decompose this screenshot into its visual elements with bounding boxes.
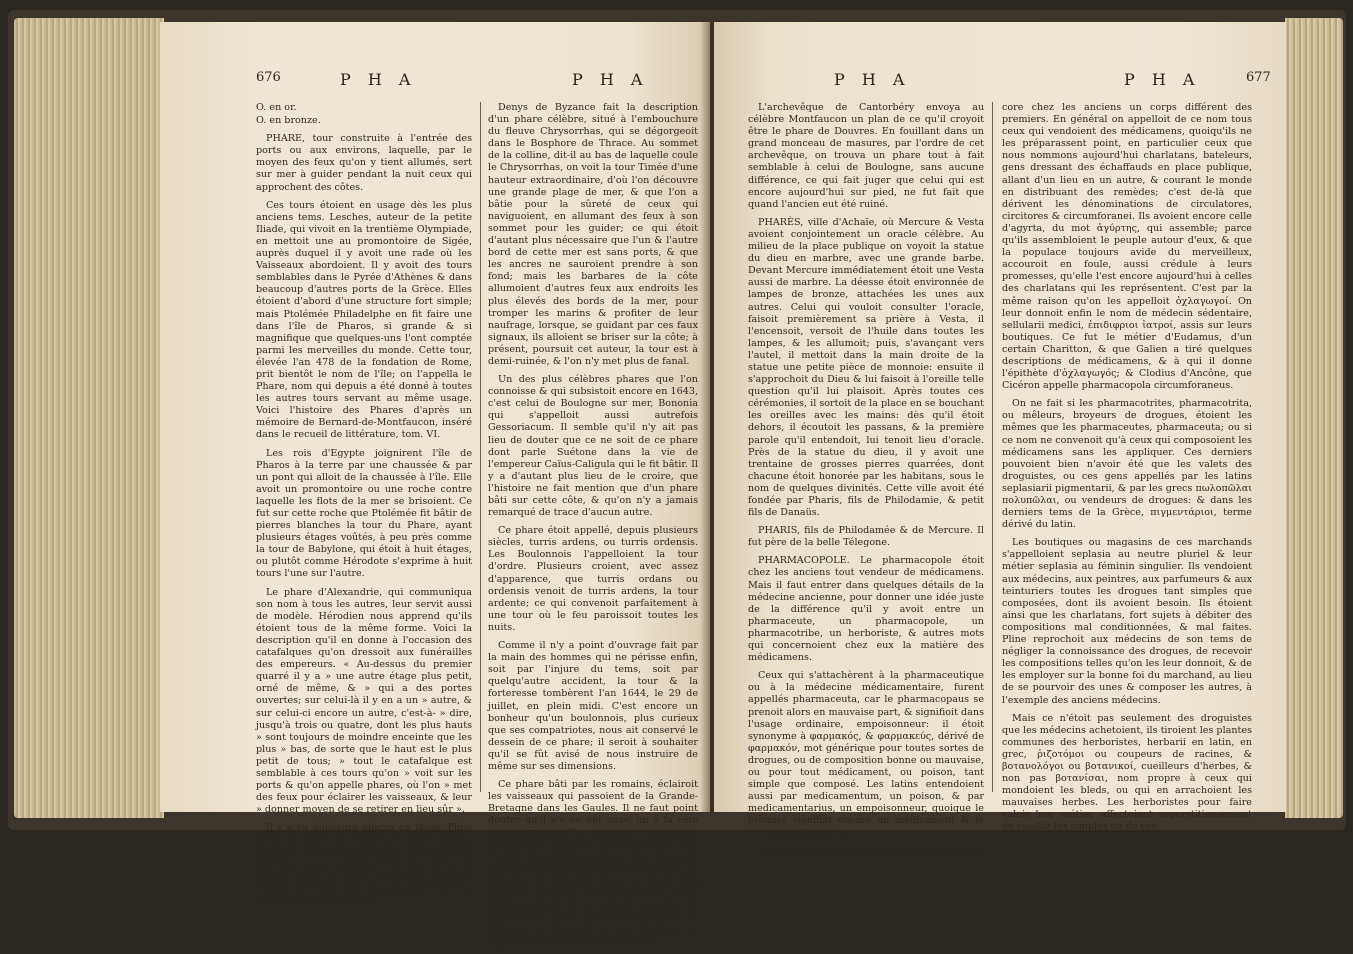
paragraph: Les rois d'Egypte joignirent l'île de Pharos à la terre par une chaussée & par un pont qui alloit de la chaussée à l'île. Elle avoit un promontoire ou une roche contre laquelle les flots de la mer se brisoient. Ce fut sur cette roche que Ptolémée fit bâtir de pierres blanches la tour du Phare, ayant plusieurs étages voûtés, à peu près comme la tour de Babylone, qui étoit à huit étages, ou plutôt comme Hérodote s'exprime à huit tours l'une sur l'autre.	[256, 447, 472, 580]
paragraph: Les boutiques ou magasins de ces marchands s'appelloient seplasia au neutre pluriel & leur métier seplasia au féminin singulier. Ils vendoient aux médecins, aux peintres, aux parfumeurs & aux teinturiers toutes les drogues tant simples que composées, dont ils avoient besoin. Ils étoient ainsi que les charlatans, fort sujets à débiter des compositions mal conditionnées, & mal faites. Pline reprochoit aux médecins de son tems de négliger la connoissance des drogues, de recevoir les compositions telles qu'on les leur donnoit, & de les employer sur la bonne foi du marchand, au lieu de se pourvoir des unes & composer les autres, à l'exemple des anciens médecins.	[1002, 537, 1252, 706]
paragraph: O. en or.	[256, 102, 297, 113]
left-page	[160, 22, 710, 948]
paragraph: Ces tours étoient en usage dès les plus anciens tems. Lesches, auteur de la petite Iliade, qui vivoit en la trentième Olympiade, en mettoit une au promontoire de Sigée, auprès duquel il y avoit une rade où les Vaisseaux abordoient. Il y avoit des tours semblables dans le Pyrée d'Athènes & dans beaucoup d'autres ports de la Grèce. Elles étoient d'abord d'une structure fort simple; mais Ptolémée Philadelphe en fit faire une dans l'île de Pharos, si grande & si magnifique que quelques-uns l'ont comptée parmi les merveilles du monde. Cette tour, élevée l'an 478 de la fondation de Rome, prit bientôt le nom de l'île; on l'appella le Phare, nom qui depuis a été donné à toutes les autres tours servant au même usage. Voici l'histoire des Phares d'après un mémoire de Bernard-de-Montfaucon, inséré dans le recueil de littérature, tom. VI.	[256, 199, 472, 441]
paragraph: Denys de Byzance fait la description d'un phare célèbre, situé à l'embouchure du fleuve Chrysorrhas, qui se dégorgeoit dans le Bosphore de Thrace. Au sommet de la colline, dit-il au bas de laquelle coule le Chrysorrhas, on voit la tour Timée d'une hauteur extraordinaire, d'où l'on découvre une grande plage de mer, & que l'on a bâtie pour la sûreté de ceux qui naviguoient, en allumant des feux à son sommet pour les guider; ce qui étoit d'autant plus nécessaire que l'un & l'autre bord de cette mer est sans ports, & que les ancres ne sauroient prendre à son fond; mais les barbares de la côte allumoient d'autres feux aux endroits les plus élevés des bords de la mer, pour tromper les marins & profiter de leur naufrage, lorsque, se guidant par ces faux signaux, ils alloient se briser sur la côte; à présent, poursuit cet auteur, la tour est à demi-ruinée, & l'on n'y met plus de fanal.	[488, 102, 698, 367]
paragraph: L'archevêque de Cantorbéry envoya au célèbre Montfaucon un plan de ce qu'il croyoit être le phare de Douvres. En fouillant dans un grand monceau de masures, par l'ordre de cet archevêque, on trouva un phare tout à fait semblable à celui de Boulogne, sans aucune différence, ce qui fait juger que celui qui est encore aujourd'hui sur pied, ne fut fait que quand l'ancien eut été ruiné.	[748, 102, 984, 210]
left-column-2	[488, 102, 698, 954]
paragraph: On ne fait si les pharmacotrites, pharmacotrita, ou mêleurs, broyeurs de drogues, étoient les mêmes que les pharmaceutes, pharmaceuta; ou si ce nom ne convenoit qu'à ceux qui composoient les médicamens sans les appliquer. Ces derniers pouvoient bien n'avoir été que les valets des droguistes, ou ces gens appellés par les latins seplasiarii pigmentarii, & par les grecs πωλοπῶλαι πολυπῶλαι, ou vendeurs de drogues: & dans les derniers tems de la Grèce, πιγμεντάριοι, terme dérivé du latin.	[1002, 398, 1252, 531]
column-rule	[992, 102, 993, 792]
paragraph: Ceux qui s'attachèrent à la pharmaceutique ou à la médecine médicamentaire, furent appellés pharmaceuta, car le pharmacopaus se prenoit alors en mauvaise part, & signifioit dans l'usage ordinaire, empoisonneur: il étoit synonyme à φαρμακός, & φαρμακεύς, dérivé de φαρμακόν, mot générique pour toutes sortes de drogues, ou de composition bonne ou mauvaise, ou pour tout médicament, ou poison, tant simple que composé. Les latins entendoient aussi par medicamentum, un poison, & par medicamentarius, un empoisonneur, quoique le premier signifiât encore un médicament & le dernier apothicaire.	[748, 670, 984, 839]
left-column-1	[256, 102, 472, 913]
right-column-2	[1002, 102, 1252, 840]
column-rule	[480, 102, 481, 792]
left-headword-outer: P H A	[340, 70, 417, 89]
left-page-number: 676	[256, 70, 281, 85]
paragraph: core chez les anciens un corps différent des premiers. En général on appelloit de ce nom tous ceux qui vendoient des médicamens, quoiqu'ils ne les préparassent point, en particulier ceux que nous nommons aujourd'hui charlatans, bateleurs, gens dressant des échaffauds en place publique, allant d'un lieu en un autre, & courant le monde en distribuant des remèdes; c'est de-là que dérivent les dénominations de circulatores, circitores & circumforanei. Ils avoient encore celle d'agyrta, du mot ἀγύρτης, qui assemble; parce qu'ils assembloient le peuple autour d'eux, & que la populace toujours avide du merveilleux, accouroit en foule, aussi crédule à leurs promesses, qu'elle l'est encore aujourd'hui à celles des charlatans qui les représentent. C'est par la même raison qu'on les appelloit ὀχλαγωγοί. On leur donnoit enfin le nom de médecin sédentaire, sellularii medici, ἐπιδιφριοι ἰατροί, assis sur leurs boutiques. Ce fut le métier d'Eudamus, d'un certain Charitton, & que Galien a tiré quelques descriptions de médicamens, & à qui il donne l'épithète d'ὀχλαγωγός; & Clodius d'Ancône, que Cicéron appelle pharmacopola circumforaneus.	[1002, 102, 1252, 392]
paragraph: Il y a eu plusieurs phares en Italie. Pline parle de ceux de Ravenne & de Pouzzole. Suétone fait aussi mention du phare de l'île Caprée, qu'un tremblement de terre fit tomber peu de jours avant la mort de Tibère. Il ne faut pas douter qu'on n'en ait fait encore bien d'autres.	[256, 822, 472, 906]
right-page-number: 677	[1246, 70, 1271, 85]
paragraph: Ce phare étoit appellé, depuis plusieurs siècles, turris ardens, ou turris ordensis. Les Boulonnois l'appelloient la tour d'ordre. Plusieurs croient, avec assez d'apparence, que turris ordans ou ordensis venoit de turris ardens, la tour ardente; ce qui convenoit parfaitement à une tour où le feu paroissoit toutes les nuits.	[488, 525, 698, 633]
paragraph-phares-entry: PHARÈS, ville d'Achaïe, où Mercure & Vesta avoient conjointement un oracle célèbre. Au milieu de la place publique on voyoit la statue du dieu en marbre, avec une grande barbe. Devant Mercure immédiatement étoit une Vesta aussi de marbre. La déesse étoit environnée de lampes de bronze, attachées les unes aux autres. Celui qui vouloit consulter l'oracle, faisoit premièrement sa prière à Vesta, il l'encensoit, versoit de l'huile dans toutes les lampes, & les allumoit; puis, s'avançant vers l'autel, il mettoit dans la main droite de la statue une petite pièce de monnoie: ensuite il s'approchoit du Dieu & lui faisoit à l'oreille telle question qu'il lui plaisoit. Après toutes ces cérémonies, il sortoit de la place en se bouchant les oreilles avec les mains: dès qu'il étoit dehors, il écoutoit les passans, & la première parole qu'il entendoit, lui tenoit lieu d'oracle. Près de la statue du dieu, il y avoit une trentaine de grosses pierres quarrées, dont chacune étoit honorée par les habitans, sous le nom de quelques divinités. Cette ville avoit été fondée par Pharis, fils de Philodamie, & petit fils de Danaüs.	[748, 216, 984, 519]
paragraph: Le phare d'Alexandrie, qui communiqua son nom à tous les autres, leur servit aussi de modèle. Hérodien nous apprend qu'ils étoient tous de la même forme. Voici la description qu'il en donne à l'occasion des catafalques qu'on dressoit aux funérailles des empereurs. « Au-dessus du premier quarré il y a » une autre étage plus petit, orné de même, & » qui a des portes ouvertes; sur celui-là il y en a un » autre, & sur celui-ci encore un autre, c'est-à- » dire, jusqu'à trois ou quatre, dont les plus hauts » sont toujours de moindre enceinte que les plus » bas, de sorte que le haut est le plus petit de tous; » tout le catafalque est semblable à ces tours qu'on » voit sur les ports & qu'on appelle phares, où l'on » met des feux pour éclairer les vaisseaux, & leur » donner moyen de se retirer en lieu sûr ».	[256, 586, 472, 816]
paragraph: Comme il n'y a point d'ouvrage fait par la main des hommes qui ne périsse enfin, soit par l'injure du tems, soit par quelqu'autre accident, la tour & la forteresse tombèrent l'an 1644, le 29 de juillet, en plein midi. C'est encore un bonheur qu'un boulonnois, plus curieux que ses compatriotes, nous ait conservé le dessein de ce phare; il seroit à souhaiter qu'il se fût avisé de nous instruire de même sur ses dimensions.	[488, 640, 698, 772]
paragraph-pharmacopole-entry: PHARMACOPOLE. Le pharmacopole étoit chez les anciens tout vendeur de médicamens. Mais il faut entrer dans quelques détails de la médecine ancienne, pour donner une idée juste de la différence qu'il y avoit entre un pharmaceute, un pharmacopole, un pharmacotribe, un herboriste, & autres mots qui concernoient chez eux la matière des médicamens.	[748, 555, 984, 664]
left-headword-inner: P H A	[572, 70, 649, 89]
right-headword-inner: P H A	[834, 70, 911, 89]
paragraph-phare-entry: PHARE, tour construite à l'entrée des ports ou aux environs, laquelle, par le moyen des feux qu'on y tient allumés, sert sur mer à guider pendant la nuit ceux qui approchent des côtes.	[256, 133, 472, 193]
left-page-edges	[14, 18, 164, 818]
paragraph: O. en bronze.	[256, 115, 321, 127]
paragraph: Mais ce n'étoit pas seulement des droguistes que les médecins achetoient, ils tiroient les plantes communes des herboristes, herbarii en latin, en grec, ῥιζοτόμοι ou coupeurs de racines, & βοτανολόγοι ou βοτανικοί, cueilleurs d'herbes, & non pas βοτανίσαι, nom propre à ceux qui mondoient les bleds, ou qui en arrachoient les mauvaises herbes. Les herboristes pour faire valoir leur métier, affectoient superstitieusement de cueillir les simples en de cer-	[1002, 712, 1252, 833]
paragraph: Les pharmacopoles (pharmacopola) furent en-	[758, 845, 984, 857]
paragraph: Ce phare bâti par les romains, éclairoit les vaisseaux qui passoient de la Grande-Bretagne dans les Gaules. Il ne faut point douter qu'il n'y en eût aussi un à la côte opposée, puisqu'il y étoit aussi nécessaire pour guider ceux qui passoient dans l'île. Plusieurs personnes croient que la vieille tour qui subsiste aujourd'hui au milieu du château de Douvres, étoit le phare des romains; d'autres pensent que ce phare étoit situé où est le grand monceau de pierres de chaux qu'on voit auprès du château de Douvres, & que les gens du pays appellent la goutte du diable.	[488, 779, 698, 948]
paragraph: Un des plus célèbres phares que l'on connoisse & qui subsistoit encore en 1643, c'est celui de Boulogne sur mer, Bononia qui s'appelloit aussi autrefois Gessoriacum. Il semble qu'il n'y ait pas lieu de douter que ce ne soit de ce phare dont parle Suétone dans la vie de l'empereur Caïus-Caligula qui le fit bâtir. Il y a d'autant plus lieu de le croire, que l'histoire ne fait mention que d'un phare bâti sur cette côte, & qu'on n'y a jamais remarqué de trace d'aucun autre.	[488, 374, 698, 519]
right-headword-outer: P H A	[1124, 70, 1201, 89]
paragraph-pharis-entry: PHARIS, fils de Philodamée & de Mercure. Il fut père de la belle Télegone.	[748, 525, 984, 549]
right-column-1	[748, 102, 984, 864]
right-page	[714, 22, 1286, 857]
right-page-edges	[1285, 18, 1343, 818]
